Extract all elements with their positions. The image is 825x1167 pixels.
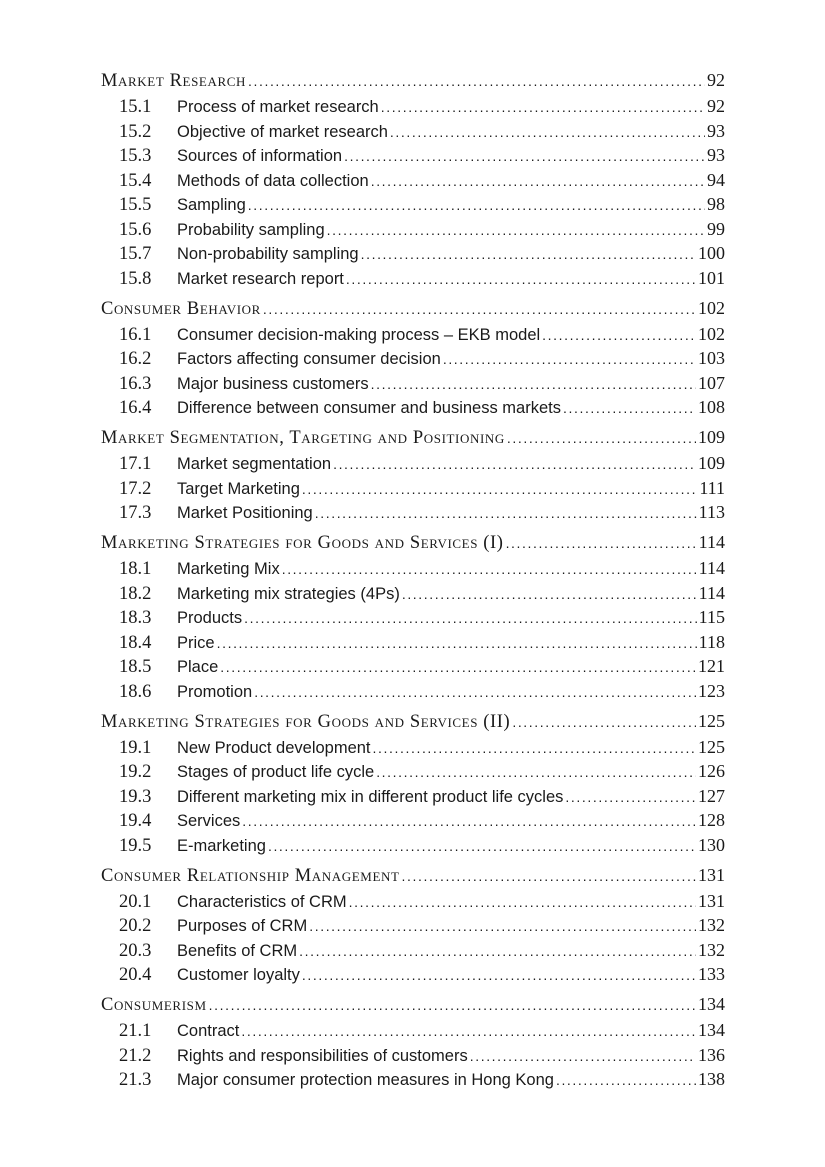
page-number: 111 bbox=[699, 477, 725, 498]
toc-entry[interactable] bbox=[101, 478, 725, 503]
section-title: Difference between consumer and business markets bbox=[177, 399, 561, 417]
section-title: Customer loyalty bbox=[177, 966, 300, 984]
page-number: 113 bbox=[698, 502, 725, 522]
toc-entry[interactable] bbox=[101, 243, 725, 268]
page-number: 94 bbox=[707, 169, 725, 190]
chapter-heading[interactable] bbox=[101, 298, 725, 324]
section-title: Market Positioning bbox=[177, 504, 313, 522]
section-number: 16.2 bbox=[119, 349, 152, 369]
page-number: 125 bbox=[698, 736, 725, 757]
section-number: 17.2 bbox=[119, 478, 152, 499]
section-title: Consumer decision-making process – EKB model bbox=[177, 325, 541, 344]
dot-leader bbox=[361, 245, 696, 265]
page-number: 102 bbox=[698, 323, 725, 344]
dot-leader bbox=[565, 788, 696, 808]
dot-leader bbox=[344, 147, 705, 167]
toc-entry[interactable] bbox=[101, 219, 725, 244]
section-title: Price bbox=[177, 633, 215, 652]
dot-leader bbox=[282, 560, 697, 580]
chapter-heading[interactable] bbox=[101, 865, 725, 891]
page-number: 98 bbox=[707, 194, 725, 214]
page-number: 131 bbox=[698, 864, 725, 885]
section-title: Non-probability sampling bbox=[177, 245, 359, 263]
page-number: 123 bbox=[698, 680, 725, 701]
section-number: 19.4 bbox=[119, 811, 152, 831]
toc-entry[interactable] bbox=[101, 786, 725, 811]
section-title: Services bbox=[177, 812, 241, 830]
section-title: Target Marketing bbox=[177, 479, 300, 498]
chapter-title: Market Research bbox=[101, 71, 246, 91]
toc-entry[interactable] bbox=[101, 558, 725, 583]
dot-leader bbox=[556, 1071, 696, 1091]
section-title: Rights and responsibilities of customers bbox=[177, 1046, 468, 1065]
toc-entry[interactable] bbox=[101, 964, 725, 989]
page-number: 92 bbox=[707, 70, 725, 90]
dot-leader bbox=[390, 123, 705, 143]
dot-leader bbox=[217, 634, 697, 654]
dot-leader bbox=[327, 221, 705, 241]
toc-entry[interactable] bbox=[101, 268, 725, 293]
dot-leader bbox=[512, 712, 696, 734]
page-number: 134 bbox=[698, 994, 725, 1014]
page-number: 125 bbox=[698, 710, 725, 731]
page-number: 126 bbox=[698, 761, 725, 781]
section-number: 19.2 bbox=[119, 762, 152, 782]
toc-entry[interactable] bbox=[101, 835, 725, 860]
page-number: 131 bbox=[698, 890, 725, 911]
page-number: 114 bbox=[698, 532, 725, 552]
toc-entry[interactable] bbox=[101, 145, 725, 170]
section-number: 20.1 bbox=[119, 891, 152, 912]
section-number: 19.3 bbox=[119, 786, 152, 807]
section-number: 18.2 bbox=[119, 583, 152, 604]
dot-leader bbox=[443, 350, 696, 370]
dot-leader bbox=[333, 455, 696, 475]
chapter-heading[interactable] bbox=[101, 994, 725, 1020]
toc-entry[interactable] bbox=[101, 583, 725, 608]
toc-entry[interactable] bbox=[101, 1069, 725, 1094]
toc-entry[interactable] bbox=[101, 761, 725, 786]
section-number: 15.7 bbox=[119, 244, 152, 264]
dot-leader bbox=[563, 399, 696, 419]
section-title: Marketing Mix bbox=[177, 560, 280, 578]
section-title: Market segmentation bbox=[177, 455, 332, 473]
chapter-consumerism bbox=[101, 994, 725, 1094]
page-number: 133 bbox=[698, 964, 725, 984]
chapter-title: Market Segmentation, Targeting and Positioning bbox=[101, 428, 505, 448]
section-title: E-marketing bbox=[177, 836, 266, 855]
toc-entry[interactable] bbox=[101, 373, 725, 398]
section-title: Process of market research bbox=[177, 98, 379, 116]
section-number: 20.2 bbox=[119, 916, 152, 936]
section-number: 15.1 bbox=[119, 97, 152, 117]
dot-leader bbox=[220, 658, 696, 678]
dot-leader bbox=[402, 585, 697, 605]
section-number: 18.3 bbox=[119, 608, 152, 628]
page-number: 100 bbox=[698, 243, 725, 263]
dot-leader bbox=[248, 196, 705, 216]
toc-entry[interactable] bbox=[101, 324, 725, 349]
page-number: 134 bbox=[698, 1020, 725, 1040]
toc-entry[interactable] bbox=[101, 96, 725, 121]
section-number: 17.3 bbox=[119, 503, 152, 523]
chapter-marketing-strategies-2 bbox=[101, 711, 725, 860]
section-title: Promotion bbox=[177, 682, 253, 701]
chapter-title: Consumerism bbox=[101, 995, 207, 1015]
dot-leader bbox=[346, 270, 696, 290]
section-title: Contract bbox=[177, 1022, 240, 1040]
section-number: 15.3 bbox=[119, 146, 152, 166]
chapter-heading[interactable] bbox=[101, 427, 725, 453]
table-of-contents bbox=[101, 70, 725, 1094]
section-number: 15.6 bbox=[119, 219, 152, 240]
toc-entry[interactable] bbox=[101, 681, 725, 706]
section-title: Stages of product life cycle bbox=[177, 763, 375, 781]
dot-leader bbox=[373, 739, 696, 759]
section-title: Place bbox=[177, 658, 219, 676]
chapter-title: Consumer Relationship Management bbox=[101, 865, 400, 886]
toc-entry[interactable] bbox=[101, 656, 725, 681]
toc-entry[interactable] bbox=[101, 194, 725, 219]
chapter-heading[interactable] bbox=[101, 70, 725, 96]
toc-entry[interactable] bbox=[101, 607, 725, 632]
page-number: 114 bbox=[698, 582, 725, 603]
page-number: 102 bbox=[698, 297, 725, 318]
section-number: 16.1 bbox=[119, 324, 152, 345]
section-number: 21.3 bbox=[119, 1070, 152, 1090]
page-number: 132 bbox=[698, 939, 725, 960]
section-title: Major consumer protection measures in Hong Kong bbox=[177, 1071, 554, 1089]
section-number: 16.3 bbox=[119, 373, 152, 394]
section-title: Marketing mix strategies (4Ps) bbox=[177, 584, 400, 603]
dot-leader bbox=[268, 837, 696, 857]
section-number: 18.6 bbox=[119, 681, 152, 702]
toc-entry[interactable] bbox=[101, 1020, 725, 1045]
chapter-heading[interactable] bbox=[101, 711, 725, 737]
dot-leader bbox=[371, 375, 696, 395]
section-number: 15.2 bbox=[119, 121, 152, 142]
toc-entry[interactable] bbox=[101, 121, 725, 146]
dot-leader bbox=[241, 1022, 696, 1042]
section-number: 19.5 bbox=[119, 835, 152, 856]
dot-leader bbox=[542, 326, 696, 346]
section-number: 20.3 bbox=[119, 940, 152, 961]
page-number: 109 bbox=[698, 427, 725, 447]
toc-entry[interactable] bbox=[101, 737, 725, 762]
section-number: 18.4 bbox=[119, 632, 152, 653]
chapter-market-segmentation bbox=[101, 427, 725, 527]
dot-leader bbox=[302, 966, 696, 986]
page-number: 103 bbox=[698, 348, 725, 368]
toc-entry[interactable] bbox=[101, 915, 725, 940]
page-number: 93 bbox=[707, 120, 725, 141]
chapter-title: Marketing Strategies for Goods and Services (II) bbox=[101, 711, 511, 732]
section-number: 15.8 bbox=[119, 268, 152, 289]
toc-entry[interactable] bbox=[101, 940, 725, 965]
dot-leader bbox=[248, 71, 705, 93]
dot-leader bbox=[402, 866, 696, 888]
chapter-market-research bbox=[101, 70, 725, 292]
toc-entry[interactable] bbox=[101, 632, 725, 657]
section-title: Major business customers bbox=[177, 374, 369, 393]
section-title: Probability sampling bbox=[177, 220, 325, 239]
dot-leader bbox=[254, 683, 696, 703]
page-number: 130 bbox=[698, 834, 725, 855]
page-number: 115 bbox=[698, 607, 725, 627]
section-number: 18.1 bbox=[119, 559, 152, 579]
page-number: 107 bbox=[698, 372, 725, 393]
section-title: Sources of information bbox=[177, 147, 343, 165]
page-number: 92 bbox=[707, 96, 725, 116]
chapter-marketing-strategies-1 bbox=[101, 532, 725, 705]
dot-leader bbox=[315, 504, 697, 524]
section-title: Sampling bbox=[177, 196, 246, 214]
section-number: 16.4 bbox=[119, 398, 152, 418]
toc-entry[interactable] bbox=[101, 170, 725, 195]
chapter-title: Marketing Strategies for Goods and Services (I) bbox=[101, 533, 504, 553]
section-number: 20.4 bbox=[119, 965, 152, 985]
page-number: 109 bbox=[698, 453, 725, 473]
page-number: 132 bbox=[698, 915, 725, 935]
page-number: 101 bbox=[698, 267, 725, 288]
section-number: 15.5 bbox=[119, 195, 152, 215]
dot-leader bbox=[302, 480, 697, 500]
section-title: Products bbox=[177, 609, 243, 627]
dot-leader bbox=[470, 1047, 696, 1067]
page-number: 93 bbox=[707, 145, 725, 165]
toc-entry[interactable] bbox=[101, 397, 725, 422]
dot-leader bbox=[371, 172, 705, 192]
section-title: New Product development bbox=[177, 738, 371, 757]
toc-entry[interactable] bbox=[101, 1045, 725, 1070]
toc-entry[interactable] bbox=[101, 502, 725, 527]
dot-leader bbox=[376, 763, 696, 783]
page-number: 138 bbox=[698, 1069, 725, 1089]
section-title: Different marketing mix in different product life cycles bbox=[177, 787, 564, 806]
section-title: Market research report bbox=[177, 269, 344, 288]
chapter-crm bbox=[101, 865, 725, 989]
chapter-title: Consumer Behavior bbox=[101, 298, 261, 319]
toc-entry[interactable] bbox=[101, 810, 725, 835]
chapter-heading[interactable] bbox=[101, 532, 725, 558]
section-number: 19.1 bbox=[119, 737, 152, 758]
dot-leader bbox=[309, 917, 696, 937]
page-number: 121 bbox=[698, 656, 725, 676]
page-number: 108 bbox=[698, 397, 725, 417]
section-title: Benefits of CRM bbox=[177, 941, 298, 960]
dot-leader bbox=[209, 995, 696, 1017]
dot-leader bbox=[506, 533, 697, 555]
section-number: 21.2 bbox=[119, 1045, 152, 1066]
dot-leader bbox=[381, 98, 705, 118]
toc-entry[interactable] bbox=[101, 348, 725, 373]
dot-leader bbox=[244, 609, 697, 629]
section-title: Characteristics of CRM bbox=[177, 892, 347, 911]
page-number: 118 bbox=[698, 631, 725, 652]
chapter-consumer-behavior bbox=[101, 298, 725, 422]
page-number: 127 bbox=[698, 785, 725, 806]
section-title: Factors affecting consumer decision bbox=[177, 350, 441, 368]
section-title: Methods of data collection bbox=[177, 171, 369, 190]
page-number: 128 bbox=[698, 810, 725, 830]
dot-leader bbox=[507, 428, 696, 450]
section-number: 18.5 bbox=[119, 657, 152, 677]
page-number: 136 bbox=[698, 1044, 725, 1065]
section-number: 17.1 bbox=[119, 454, 152, 474]
dot-leader bbox=[263, 299, 696, 321]
page-number: 114 bbox=[698, 558, 725, 578]
section-title: Purposes of CRM bbox=[177, 917, 308, 935]
toc-entry[interactable] bbox=[101, 453, 725, 478]
toc-entry[interactable] bbox=[101, 891, 725, 916]
section-title: Objective of market research bbox=[177, 122, 388, 141]
section-number: 21.1 bbox=[119, 1021, 152, 1041]
dot-leader bbox=[349, 893, 696, 913]
section-number: 15.4 bbox=[119, 170, 152, 191]
dot-leader bbox=[242, 812, 696, 832]
page-number: 99 bbox=[707, 218, 725, 239]
dot-leader bbox=[299, 942, 696, 962]
